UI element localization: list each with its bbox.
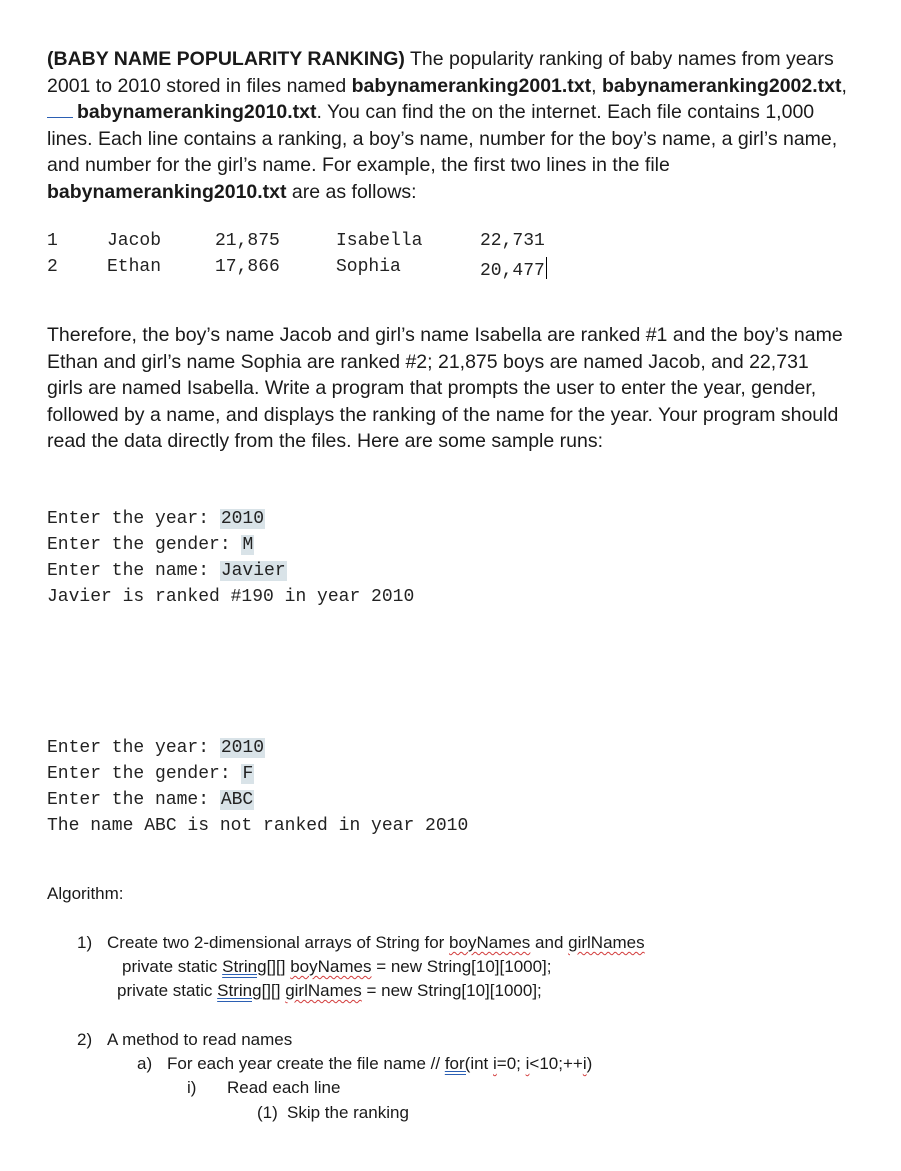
girlnames-declaration xyxy=(117,980,542,1002)
problem-title: (BABY NAME POPULARITY RANKING) xyxy=(47,48,405,70)
sample-girl-count-wrap xyxy=(480,257,547,281)
step-2ai-number: i) xyxy=(187,1078,197,1097)
file-name-2002: babynameranking2002.txt xyxy=(601,74,842,97)
intro-text-4: . You can find the on the internet. Each file contains 1,000 lines. Each line contains a ranking, a boy’s name, number for the boy’s name, a girl’s name, and number for the girl’s name. For example, the first two lines in the file xyxy=(47,101,838,176)
loop-var: i xyxy=(525,1054,530,1073)
prompt-gender: Enter the gender: xyxy=(47,764,242,784)
text-cursor xyxy=(546,257,548,279)
decl-modifiers: private static xyxy=(117,981,218,1000)
girlnames-word: girlNames xyxy=(568,933,645,952)
prompt-name: Enter the name: xyxy=(47,790,220,810)
input-name: ABC xyxy=(220,790,254,810)
decl-variable: boyNames xyxy=(290,957,372,976)
file-name-2010: babynameranking2010.txt xyxy=(77,101,317,123)
file-name-2010-example: babynameranking2010.txt xyxy=(47,180,287,203)
step-1-number: 1) xyxy=(77,933,93,952)
decl-variable: girlNames xyxy=(285,981,362,1000)
input-gender: M xyxy=(242,535,254,555)
sample-girl-count: 20,477 xyxy=(480,261,545,281)
loop-close: ) xyxy=(586,1054,593,1073)
sample-line-1 xyxy=(47,231,607,257)
intro-text-2: , xyxy=(591,74,602,97)
intro-text-3: , xyxy=(841,74,847,97)
intro-text-5: are as follows: xyxy=(286,180,417,203)
decl-initializer: = new String[10][1000]; xyxy=(361,981,542,1000)
sample-boy-name: Ethan xyxy=(107,257,162,277)
console-line-gender xyxy=(47,532,414,558)
sample-boy-count: 21,875 xyxy=(215,231,280,251)
step-2ai1-text: Skip the ranking xyxy=(287,1103,409,1122)
algorithm-heading: Algorithm: xyxy=(47,884,124,903)
loop-init: =0; xyxy=(496,1054,526,1073)
step-2-number: 2) xyxy=(77,1030,93,1049)
prompt-year: Enter the year: xyxy=(47,738,220,758)
boynames-declaration xyxy=(122,956,552,978)
step-1-text-a: Create two 2-dimensional arrays of String for xyxy=(107,933,450,952)
sample-girl-name: Sophia xyxy=(336,257,401,277)
sample-rank: 1 xyxy=(47,231,58,251)
loop-cond: <10;++ xyxy=(529,1054,583,1073)
input-year: 2010 xyxy=(220,509,265,529)
input-year: 2010 xyxy=(220,738,265,758)
step-1-text xyxy=(107,932,645,954)
step-1-text-c: and xyxy=(530,933,569,952)
input-name: Javier xyxy=(220,561,286,581)
decl-type: String[][] xyxy=(222,957,286,976)
decl-type: String[][] xyxy=(217,981,281,1000)
intro-paragraph xyxy=(47,46,847,205)
prompt-name: Enter the name: xyxy=(47,561,220,581)
sample-boy-count: 17,866 xyxy=(215,257,280,277)
step-2ai1-number: (1) xyxy=(257,1103,278,1122)
sample-line-2 xyxy=(47,257,607,283)
console-line-year xyxy=(47,735,468,761)
sample-run-1 xyxy=(47,506,414,610)
prompt-gender: Enter the gender: xyxy=(47,535,242,555)
sample-rank: 2 xyxy=(47,257,58,277)
step-2a-text xyxy=(167,1053,592,1075)
step-2a-text-a: For each year create the file name // xyxy=(167,1054,445,1073)
prompt-year: Enter the year: xyxy=(47,509,220,529)
loop-var: i xyxy=(493,1054,497,1073)
step-2ai-text: Read each line xyxy=(227,1078,341,1097)
boynames-word: boyNames xyxy=(449,933,531,952)
console-line-name xyxy=(47,787,468,813)
loop-var: i xyxy=(582,1054,587,1073)
console-result: Javier is ranked #190 in year 2010 xyxy=(47,587,415,607)
console-result: The name ABC is not ranked in year 2010 xyxy=(47,816,469,836)
sample-girl-count: 22,731 xyxy=(480,231,545,251)
intro-text-1: The popularity ranking of baby names from years 2001 to 2010 stored in files named xyxy=(47,48,834,97)
decl-initializer: = new String[10][1000]; xyxy=(371,957,552,976)
sample-run-2 xyxy=(47,735,468,839)
decl-modifiers: private static xyxy=(122,957,223,976)
sample-boy-name: Jacob xyxy=(107,231,162,251)
explanation-paragraph: Therefore, the boy’s name Jacob and girl’s name Isabella are ranked #1 and the boy’s name Ethan and girl’s name Sophia are ranked #2; 21,875 boys are named Jacob, and 22,731 girls are named Isabella. Write a program that prompts the user to enter the year, gender, followed by a name, and displays the ranking of the name for the year. Your program should read the data directly from the files. Here are some sample runs: xyxy=(47,324,843,452)
step-2-text: A method to read names xyxy=(107,1030,293,1049)
int-keyword: int xyxy=(470,1054,493,1073)
file-name-2001: babynameranking2001.txt xyxy=(351,74,592,97)
step-2a-number: a) xyxy=(137,1054,153,1073)
input-gender: F xyxy=(242,764,254,784)
for-keyword: for( xyxy=(444,1054,471,1073)
console-line-year xyxy=(47,506,414,532)
ellipsis-placeholder xyxy=(47,107,73,118)
console-line-gender xyxy=(47,761,468,787)
console-line-name xyxy=(47,558,414,584)
sample-girl-name: Isabella xyxy=(336,231,423,251)
